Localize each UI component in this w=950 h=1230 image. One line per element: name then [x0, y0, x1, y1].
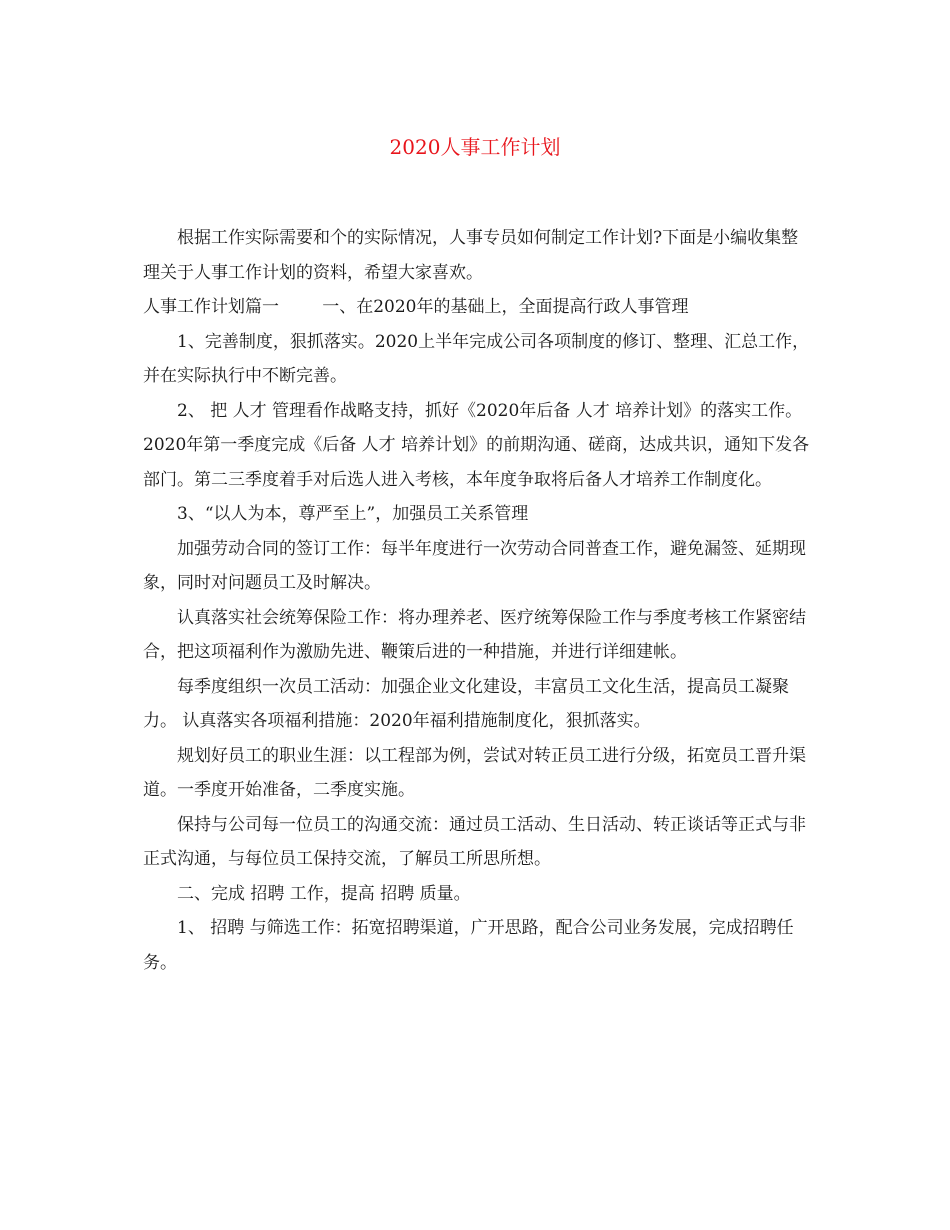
document-title: 2020人事工作计划 [389, 135, 561, 159]
paragraph-item-2: 2、 把 人才 管理看作战略支持，抓好《2020年后备 人才 培养计划》的落实工作。2020年第一季度完成《后备 人才 培养计划》的前期沟通、磋商，达成共识，通知下发各部门。第二三季度着手对后选人进入考核，本年度争取将后备人才培养工作制度化。 [143, 400, 810, 490]
paragraph-recruitment: 1、 招聘 与筛选工作：拓宽招聘渠道，广开思路，配合公司业务发展，完成招聘任务。 [143, 918, 794, 973]
paragraph-section-2-heading: 二、完成 招聘 工作，提高 招聘 质量。 [177, 883, 471, 904]
paragraph-career-planning: 规划好员工的职业生涯：以工程部为例，尝试对转正员工进行分级，拓宽员工晋升渠道。一季度开始准备，二季度实施。 [143, 745, 806, 800]
paragraph-social-insurance: 认真落实社会统筹保险工作：将办理养老、医疗统筹保险工作与季度考核工作紧密结合，把这项福利作为激励先进、鞭策后进的一种措施，并进行详细建帐。 [143, 607, 806, 662]
paragraph-labor-contract: 加强劳动合同的签订工作：每半年度进行一次劳动合同普查工作，避免漏签、延期现象，同时对问题员工及时解决。 [143, 538, 806, 593]
document-body [143, 221, 815, 980]
paragraph-intro: 根据工作实际需要和个的实际情况，人事专员如何制定工作计划?下面是小编收集整理关于人事工作计划的资料，希望大家喜欢。 [143, 228, 799, 283]
paragraph-employee-activities: 每季度组织一次员工活动：加强企业文化建设，丰富员工文化生活，提高员工凝聚力。 认真落实各项福利措施：2020年福利措施制度化，狠抓落实。 [143, 676, 789, 731]
paragraph-communication: 保持与公司每一位员工的沟通交流：通过员工活动、生日活动、转正谈话等正式与非正式沟通，与每位员工保持交流，了解员工所思所想。 [143, 814, 806, 869]
paragraph-item-1: 1、完善制度，狠抓落实。2020上半年完成公司各项制度的修订、整理、汇总工作，并在实际执行中不断完善。 [143, 331, 810, 386]
paragraph-section-1-heading: 人事工作计划篇一 一、在2020年的基础上，全面提高行政人事管理 [143, 297, 689, 317]
paragraph-item-3: 3、“以人为本，尊严至上”，加强员工关系管理 [177, 504, 529, 524]
